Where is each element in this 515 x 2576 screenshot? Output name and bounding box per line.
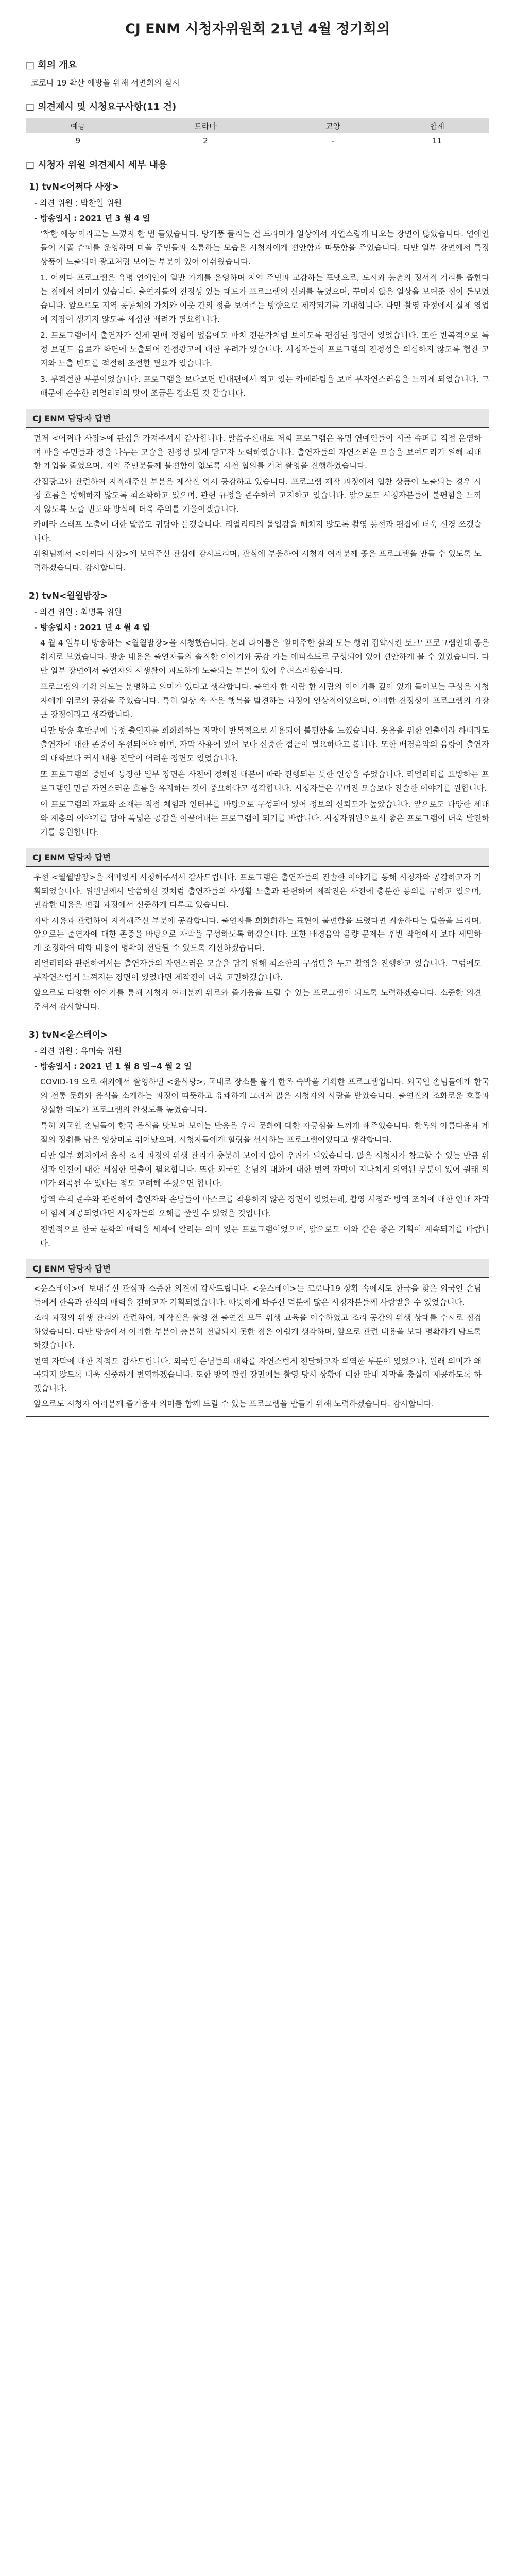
response-heading: CJ ENM 담당자 답변	[26, 848, 489, 867]
attendance-header-cell: 교양	[281, 118, 385, 133]
response-paragraph: 앞으로도 시청자 여러분께 즐거움과 의미를 함께 드릴 수 있는 프로그램을 만들기 위해 노력하겠습니다. 감사합니다.	[33, 1399, 434, 1409]
page-title: CJ ENM 시청자위원회 21년 4월 정기회의	[125, 21, 390, 37]
item3-paragraph: COVID-19 으로 해외에서 촬영하던 <윤식당>, 국내로 장소를 옮겨 한옥 숙박을 기획한 프로그램입니다. 외국인 손님들에게 한국의 전통 문화와 음식을 소개하는 과정이 따뜻하고 유쾌하게 그려져 많은 시청자의 사랑을 받았습니다. 출연진의 조화로운 호흡과 성실한 태도가 프로그램의 완성도를 높였습니다.	[40, 1077, 489, 1114]
response-paragraph: 카메라 스태프 노출에 대한 말씀도 귀담아 듣겠습니다. 리얼리티의 몰입감을 해치지 않도록 촬영 동선과 편집에 더욱 신경 쓰겠습니다.	[33, 520, 482, 543]
item3-member: - 의견 위원 : 유미숙 위원	[34, 1046, 122, 1056]
item2-paragraph: 프로그램의 기획 의도는 분명하고 의미가 있다고 생각합니다. 출연자 한 사람 한 사람의 이야기를 깊이 있게 들어보는 구성은 시청자에게 위로와 공감을 주었습니다. 특히 일상 속 작은 행복을 발견하는 과정이 인상적이었으며, 이러한 진정성이 프로그램의 가장 큰 장점이라고 생각합니다.	[40, 682, 489, 719]
response-box-3	[26, 1259, 489, 1417]
response-paragraph: 먼저 <어쩌다 사장>에 관심을 가져주셔서 감사합니다. 말씀주신대로 저희 프로그램은 유명 연예인들이 시골 슈퍼를 직접 운영하며 마을 주민들과 정을 나누는 모습을 진정성 있게 담고자 노력하였습니다. 출연자들의 자연스러운 모습을 보여드리기 위해 최대한 개입을 줄였으며, 지역 주민분들께 불편함이 없도록 사전 협의를 거쳐 촬영을 진행하였습니다.	[33, 434, 482, 470]
item1-paragraph: 3. 부적절한 부분이었습니다. 프로그램을 보다보면 반대편에서 찍고 있는 카메라팀을 보며 부자연스러움을 느끼게 되었습니다. 그 때문에 순수한 리얼리티의 맛이 조금은 감소된 것 같습니다.	[40, 375, 489, 398]
response-body	[26, 1278, 489, 1416]
attendance-header-cell: 드라마	[130, 118, 281, 133]
response-body	[26, 867, 489, 1019]
item2-paragraph: 다만 방송 후반부에 특정 출연자를 희화화하는 자막이 반복적으로 사용되어 불편함을 느꼈습니다. 웃음을 위한 연출이라 하더라도 출연자에 대한 존중이 우선되어야 하며, 자막 사용에 있어 보다 신중한 접근이 필요하다고 봅니다. 또한 배경음악의 음량이 출연자의 대화보다 커서 내용 전달이 어려운 장면도 있었습니다.	[40, 726, 489, 763]
response-paragraph: 번역 자막에 대한 지적도 감사드립니다. 외국인 손님들의 대화를 자연스럽게 전달하고자 의역한 부분이 있었으나, 원래 의미가 왜곡되지 않도록 더욱 신중하게 번역하겠습니다. 또한 방역 관련 장면에는 촬영 당시 상황에 대한 안내 자막을 충실히 제공하도록 하겠습니다.	[33, 1356, 482, 1393]
response-paragraph: 우선 <월월밤장>을 재미있게 시청해주셔서 감사드립니다. 프로그램은 출연자들의 진솔한 이야기를 통해 시청자와 공감하고자 기획되었습니다. 위원님께서 말씀하신 것처럼 출연자들의 사생활 노출과 관련하여 제작진은 사전에 충분한 동의를 구하고 있으며, 민감한 내용은 편집 과정에서 신중하게 다루고 있습니다.	[33, 873, 482, 909]
details-heading: □ 시청자 위원 의견제시 세부 내용	[26, 160, 167, 171]
item1-paragraph: 1. 어쩌다 프로그램은 유명 연예인이 일반 가게를 운영하며 지역 주민과 교감하는 포맷으로, 도시와 농촌의 정서적 거리를 좁힌다는 점에서 의미가 있습니다. 출연자들의 진정성 있는 태도가 프로그램의 신뢰를 높였으며, 꾸미지 않은 일상을 보여준 점이 돋보였습니다. 앞으로도 지역 공동체의 가치와 이웃 간의 정을 보여주는 방향으로 제작되기를 기대합니다. 다만 촬영 과정에서 실제 영업에 지장이 생기지 않도록 세심한 배려가 필요합니다.	[40, 273, 489, 324]
attendance-table	[26, 118, 489, 148]
response-paragraph: 앞으로도 다양한 이야기를 통해 시청자 여러분께 위로와 즐거움을 드릴 수 있는 프로그램이 되도록 노력하겠습니다. 소중한 의견 주셔서 감사합니다.	[33, 988, 482, 1011]
response-heading: CJ ENM 담당자 답변	[26, 409, 489, 428]
response-paragraph: 위원님께서 <어쩌다 사장>에 보여주신 관심에 감사드리며, 관심에 부응하여 시청자 여러분께 좋은 프로그램을 만들 수 있도록 노력하겠습니다. 감사합니다.	[33, 549, 482, 572]
overview-section	[0, 58, 515, 1417]
item1-paragraph: 2. 프로그램에서 출연자가 실제 판매 경험이 없음에도 마치 전문가처럼 보이도록 편집된 장면이 있었습니다. 또한 반복적으로 특정 브랜드 음료가 화면에 노출되어 간접광고에 대한 우려가 있습니다. 시청자들이 프로그램의 진정성을 의심하지 않도록 협찬 고지와 노출 빈도를 적절히 조절할 필요가 있습니다.	[40, 331, 489, 368]
item3-paragraph: 다만 일부 회차에서 음식 조리 과정의 위생 관리가 충분히 보이지 않아 우려가 되었습니다. 많은 시청자가 참고할 수 있는 만큼 위생과 안전에 대한 세심한 연출이 필요합니다. 또한 외국인 손님의 대화에 대한 번역 자막이 지나치게 의역된 부분이 있어 원래 의미가 왜곡될 수 있다는 점도 고려해 주셨으면 합니다.	[40, 1151, 489, 1188]
item2-heading: 2) tvN<월월밤장>	[29, 591, 108, 601]
item1-paragraph: '착한 예능'이라고는 느꼈지 한 번 들었습니다. 방개품 풀리는 건 드라마가 일상에서 자연스럽게 나오는 장면이 많았습니다. 연예인들이 시골 슈퍼를 운영하며 마을 주민들과 소통하는 모습은 시청자에게 편안함과 따뜻함을 주었습니다. 다만 일부 장면에서 특정 상품이 노출되어 광고처럼 보이는 부분이 있어 아쉬웠습니다.	[40, 229, 489, 266]
item3-paragraph: 특히 외국인 손님들이 한국 음식을 맛보며 보이는 반응은 우리 문화에 대한 자긍심을 느끼게 해주었습니다. 한옥의 아름다움과 계절의 정취를 담은 영상미도 뛰어났으며, 시청자들에게 힐링을 선사하는 프로그램이었다고 생각합니다.	[40, 1121, 489, 1144]
overview-text: 코로나 19 확산 예방을 위해 서면회의 실시	[31, 78, 180, 88]
attendance-value-cell: 2	[130, 133, 281, 148]
attendance-header-cell: 예능	[26, 118, 130, 133]
item3-paragraph: 방역 수칙 준수와 관련하여 출연자와 손님들이 마스크를 착용하지 않은 장면이 있었는데, 촬영 시점과 방역 조치에 대한 안내 자막이 함께 제공되었다면 시청자들의 오해를 줄일 수 있었을 것입니다.	[40, 1195, 489, 1218]
item3-paragraph: 전반적으로 한국 문화의 매력을 세계에 알리는 의미 있는 프로그램이었으며, 앞으로도 이와 같은 좋은 기획이 계속되기를 바랍니다.	[40, 1225, 489, 1248]
item2-date: - 방송일시 : 2021 년 4 월 4 일	[34, 623, 150, 632]
attendance-value-row	[26, 133, 489, 148]
response-paragraph: 자막 사용과 관련하여 지적해주신 부분에 공감합니다. 출연자를 희화화하는 표현이 불편함을 드렸다면 죄송하다는 말씀을 드리며, 앞으로는 출연자에 대한 존중을 바탕으로 자막을 구성하도록 하겠습니다. 또한 배경음악 음량 문제는 후반 작업에서 보다 세밀하게 조정하여 대화 내용이 명확히 전달될 수 있도록 개선하겠습니다.	[33, 916, 482, 953]
response-box-2	[26, 848, 489, 1019]
attendance-header-row	[26, 118, 489, 133]
item1-member: - 의견 위원 : 박찬일 위원	[34, 198, 122, 208]
overview-heading: □ 회의 개요	[26, 60, 77, 71]
item1-heading: 1) tvN<어쩌다 사장>	[29, 182, 119, 192]
attendance-value-cell: 11	[385, 133, 489, 148]
item2-paragraph: 또 프로그램의 중반에 등장한 일부 장면은 사전에 정해진 대본에 따라 진행되는 듯한 인상을 주었습니다. 리얼리티를 표방하는 프로그램인 만큼 자연스러운 흐름을 유지하는 것이 중요하다고 생각합니다. 시청자들은 꾸며진 모습보다 진솔한 이야기를 원합니다.	[40, 770, 489, 793]
response-box-1	[26, 409, 489, 580]
attendance-heading: □ 의견제시 및 시청요구사항(11 건)	[26, 101, 177, 112]
item2-paragraph: 이 프로그램의 자료와 소재는 직접 체험과 인터뷰를 바탕으로 구성되어 있어 정보의 신뢰도가 높았습니다. 앞으로도 다양한 세대와 계층의 이야기를 담아 폭넓은 공감을 이끌어내는 프로그램이 되기를 바랍니다. 시청자위원으로서 좋은 프로그램이 더욱 발전하기를 응원합니다.	[40, 800, 489, 837]
item2-paragraph: 4 월 4 일부터 방송하는 <월월밤장>을 시청했습니다. 본래 라이툴은 '앞마주한 삶의 모는 행위 집약시킨 토크' 프로그램인데 좋은 취지로 보였습니다. 방송 내용은 출연자들의 솔직한 이야기와 공감 가는 에피소드로 구성되어 있어 편안하게 볼 수 있었습니다. 다만 일부 장면에서 출연자의 사생활이 과도하게 노출되는 부분이 있어 우려스러웠습니다.	[40, 638, 489, 675]
response-body	[26, 428, 489, 580]
item1-date: - 방송일시 : 2021 년 3 월 4 일	[34, 214, 150, 223]
attendance-header-cell: 합계	[385, 118, 489, 133]
item3-heading: 3) tvN<윤스테이>	[29, 1030, 108, 1040]
response-paragraph: 간접광고와 관련하여 지적해주신 부분은 제작진 역시 공감하고 있습니다. 프로그램 제작 과정에서 협찬 상품이 노출되는 경우 시청 흐름을 방해하지 않도록 최소화하고 있으며, 관련 규정을 준수하여 고지하고 있습니다. 앞으로도 시청자분들이 불편함을 느끼지 않도록 노출 빈도와 방식에 더욱 주의를 기울이겠습니다.	[33, 477, 482, 514]
attendance-value-cell: 9	[26, 133, 130, 148]
response-paragraph: 조리 과정의 위생 관리와 관련하여, 제작진은 촬영 전 출연진 모두 위생 교육을 이수하였고 조리 공간의 위생 상태를 수시로 점검하였습니다. 다만 방송에서 이러한 부분이 충분히 전달되지 못한 점은 아쉽게 생각하며, 앞으로 관련 내용을 보다 명확하게 담도록 하겠습니다.	[33, 1313, 482, 1350]
attendance-value-cell: -	[281, 133, 385, 148]
item3-date: - 방송일시 : 2021 년 1 월 8 일~4 월 2 일	[34, 1062, 192, 1071]
item2-member: - 의견 위원 : 최명록 위원	[34, 607, 122, 617]
response-paragraph: <윤스테이>에 보내주신 관심과 소중한 의견에 감사드립니다. <윤스테이>는 코로나19 상황 속에서도 한국을 찾은 외국인 손님들에게 한옥과 한식의 매력을 전하고자 기획되었습니다. 따뜻하게 봐주신 덕분에 많은 시청자분들께 사랑받을 수 있었습니다.	[33, 1284, 482, 1307]
response-heading: CJ ENM 담당자 답변	[26, 1259, 489, 1278]
response-paragraph: 리얼리티와 관련하여서는 출연자들의 자연스러운 모습을 담기 위해 최소한의 구성만을 두고 촬영을 진행하고 있습니다. 그럼에도 부자연스럽게 느껴지는 장면이 있었다면 제작진이 더욱 고민하겠습니다.	[33, 959, 482, 982]
